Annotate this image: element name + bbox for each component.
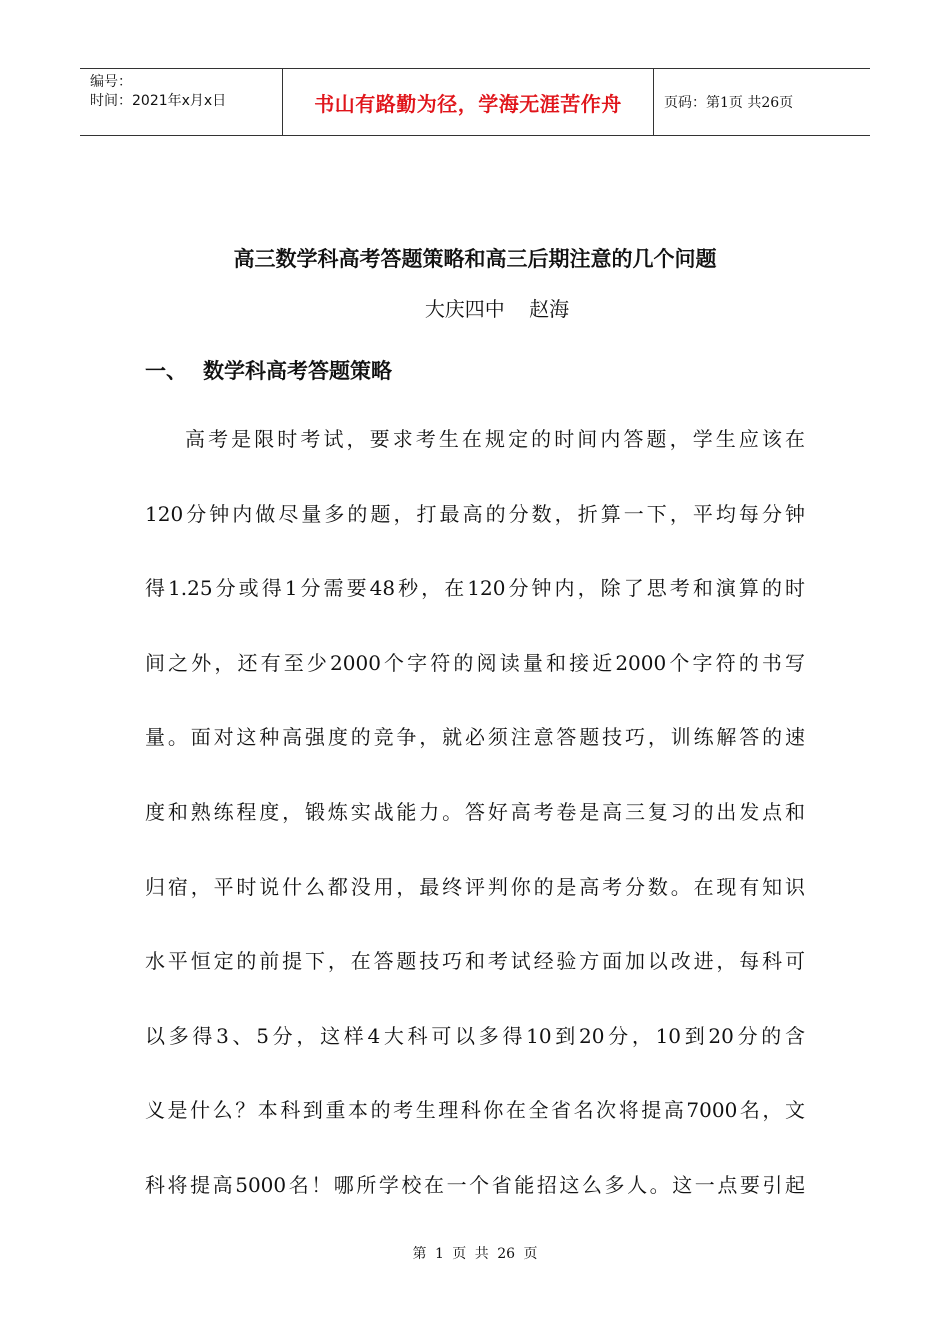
paragraph-line: 得1.25分或得1分需要48秒，在120分钟内，除了思考和演算的时 <box>145 576 805 601</box>
page-info-text: 页码：第1页 共26页 <box>664 95 794 111</box>
section-title: 数学科高考答题策略 <box>203 358 392 383</box>
paragraph-line: 归宿，平时说什么都没用，最终评判你的是高考分数。在现有知识 <box>145 874 805 899</box>
section-number: 一、 <box>145 358 187 383</box>
section-heading <box>145 356 392 386</box>
paragraph-line: 量。面对这种高强度的竞争，就必须注意答题技巧，训练解答的速 <box>145 725 805 750</box>
paragraph-line: 度和熟练程度，锻炼实战能力。答好高考卷是高三复习的出发点和 <box>145 799 805 824</box>
paragraph-line: 科将提高5000名！哪所学校在一个省能招这么多人。这一点要引起 <box>145 1172 805 1197</box>
page-footer: 第 1 页 共 26 页 <box>412 1246 538 1262</box>
paragraph-line: 水平恒定的前提下，在答题技巧和考试经验方面加以改进，每科可 <box>145 949 805 974</box>
page-title: 高三数学科高考答题策略和高三后期注意的几个问题 <box>233 246 717 271</box>
header-motto <box>282 69 654 135</box>
motto-text: 书山有路勤为径，学海无涯苦作舟 <box>314 91 622 116</box>
paragraph-line: 高考是限时考试，要求考生在规定的时间内答题，学生应该在 <box>185 427 805 451</box>
body-paragraph <box>145 402 805 1223</box>
time-label: 时间：2021年x月x日 <box>90 93 227 109</box>
author-line: 大庆四中 赵海 <box>424 297 570 321</box>
paragraph-line: 间之外，还有至少2000个字符的阅读量和接近2000个字符的书写 <box>145 650 805 675</box>
header-meta <box>80 69 282 135</box>
paragraph-line: 义是什么？本科到重本的考生理科你在全省名次将提高7000名，文 <box>145 1098 805 1123</box>
header-page-info <box>654 69 870 135</box>
paragraph-line: 以多得3、5分，这样4大科可以多得10到20分，10到20分的含 <box>145 1023 805 1048</box>
number-label: 编号： <box>90 74 132 90</box>
paragraph-line: 120分钟内做尽量多的题，打最高的分数，折算一下，平均每分钟 <box>145 501 805 526</box>
document-header <box>80 68 870 136</box>
